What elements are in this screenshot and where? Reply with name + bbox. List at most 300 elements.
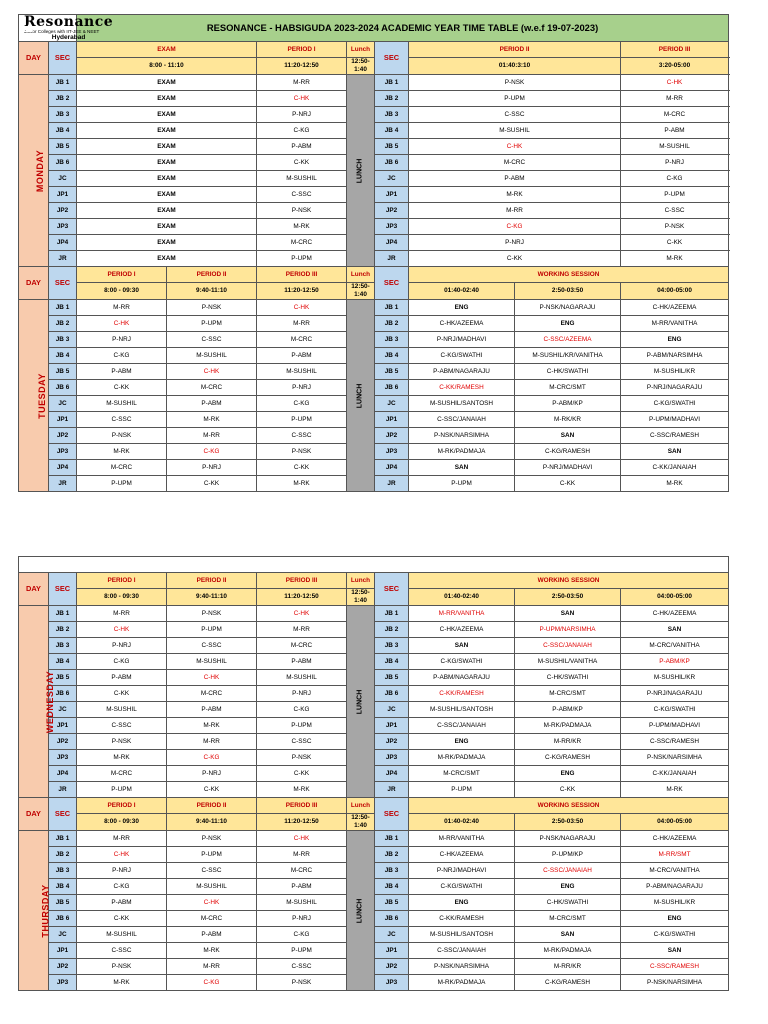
period-cell: C-KG xyxy=(257,396,347,412)
table-row xyxy=(19,476,729,492)
section-label: JB 4 xyxy=(375,654,409,670)
period-label: PERIOD I xyxy=(77,267,167,283)
exam-cell: EXAM xyxy=(77,155,257,171)
period-label: PERIOD II xyxy=(167,267,257,283)
session-cell: P-ABM/KP xyxy=(621,654,729,670)
table-row xyxy=(19,75,729,91)
period-cell: C-SSC xyxy=(257,187,347,203)
time-label: 2:50-03:50 xyxy=(515,283,621,300)
section-label: JB 6 xyxy=(375,155,409,171)
section-label: JR xyxy=(375,251,409,267)
day-header: DAY xyxy=(19,42,49,75)
table-row xyxy=(19,412,729,428)
section-label: JB 5 xyxy=(49,139,77,155)
session-cell: P-UPM/KP xyxy=(515,847,621,863)
session-cell: C-KK xyxy=(515,782,621,798)
session-cell: C-HK/AZEEMA xyxy=(621,606,729,622)
section-label: JB 4 xyxy=(49,654,77,670)
session-cell: C-HK/AZEEMA xyxy=(409,622,515,638)
exam-cell: EXAM xyxy=(77,107,257,123)
day-name-text: TUESDAY xyxy=(36,372,47,419)
working-session-label: WORKING SESSION xyxy=(409,798,729,814)
period-cell: P-NSK xyxy=(167,300,257,316)
period-label: PERIOD II xyxy=(409,42,621,58)
section-label: JB 6 xyxy=(49,686,77,702)
session-cell: ENG xyxy=(621,332,729,348)
period-cell: C-SSC xyxy=(257,428,347,444)
time-label: 04:00-05:00 xyxy=(621,283,729,300)
period-label: PERIOD I xyxy=(77,573,167,589)
period-cell: P-ABM xyxy=(257,348,347,364)
session-cell: C-KK/JANAIAH xyxy=(621,766,729,782)
working-session-label: WORKING SESSION xyxy=(409,573,729,589)
period-label: PERIOD I xyxy=(257,42,347,58)
section-label: JP2 xyxy=(49,959,77,975)
period-cell: C-KK xyxy=(257,460,347,476)
blank-header-row xyxy=(19,557,729,573)
period-cell: C-KK xyxy=(257,766,347,782)
period-cell: C-SSC xyxy=(409,107,621,123)
time-label: 9:40-11:10 xyxy=(167,589,257,606)
period-cell: P-ABM xyxy=(77,364,167,380)
lunch-text: LUNCH xyxy=(356,898,364,923)
period-cell: M-RK xyxy=(167,718,257,734)
lunch-column xyxy=(347,75,375,267)
session-cell: ENG xyxy=(515,316,621,332)
period-cell: M-CRC xyxy=(77,460,167,476)
time-label: 2:50-03:50 xyxy=(515,814,621,831)
period-cell: P-UPM xyxy=(257,412,347,428)
section-label: JC xyxy=(375,396,409,412)
session-cell: M-RR/KR xyxy=(515,734,621,750)
period-cell: M-CRC xyxy=(257,638,347,654)
session-cell: M-SUSHIL/SANTOSH xyxy=(409,927,515,943)
session-cell: C-KK/RAMESH xyxy=(409,686,515,702)
period-cell: M-SUSHIL xyxy=(257,364,347,380)
period-cell: P-NRJ xyxy=(257,911,347,927)
time-label: 8:00 - 09:30 xyxy=(77,283,167,300)
table-row xyxy=(19,959,729,975)
section-label: JP3 xyxy=(49,975,77,991)
session-cell: M-SUSHIL/KR xyxy=(621,670,729,686)
table-row xyxy=(19,718,729,734)
period-cell: M-CRC xyxy=(167,911,257,927)
period-cell: M-RR xyxy=(257,847,347,863)
session-cell: M-RK/PADMAJA xyxy=(409,750,515,766)
section-label: JP3 xyxy=(375,750,409,766)
section-label: JB 3 xyxy=(375,863,409,879)
table-row xyxy=(19,107,729,123)
period-cell: C-SSC xyxy=(167,332,257,348)
table-row xyxy=(19,847,729,863)
period-cell: C-SSC xyxy=(167,638,257,654)
table-row xyxy=(19,235,729,251)
session-cell: C-KG/RAMESH xyxy=(515,975,621,991)
period-label: PERIOD I xyxy=(77,798,167,814)
period-cell: M-RR xyxy=(77,606,167,622)
period-cell: C-HK xyxy=(257,91,347,107)
period-cell: M-RR xyxy=(257,622,347,638)
period-cell: C-KG xyxy=(77,879,167,895)
period-cell: M-SUSHIL xyxy=(77,396,167,412)
lunch-text: LUNCH xyxy=(356,158,364,183)
section-label: JB 1 xyxy=(49,300,77,316)
session-cell: C-HK/AZEEMA xyxy=(621,831,729,847)
section-label: JP2 xyxy=(375,734,409,750)
time-label: 9:40-11:10 xyxy=(167,814,257,831)
session-cell: C-SSC/RAMESH xyxy=(621,959,729,975)
section-label: JP3 xyxy=(49,219,77,235)
logo-group xyxy=(22,14,114,41)
session-cell: M-RK/PADMAJA xyxy=(515,718,621,734)
section-label: JP4 xyxy=(375,460,409,476)
period-cell: M-CRC xyxy=(621,107,729,123)
session-cell: P-ABM/KP xyxy=(515,702,621,718)
period-cell: M-RR xyxy=(167,959,257,975)
section-label: JB 2 xyxy=(375,622,409,638)
session-cell: P-NSK/NARSIMHA xyxy=(621,750,729,766)
section-label: JB 6 xyxy=(375,911,409,927)
lunch-column xyxy=(347,606,375,798)
time-label: 11:20-12:50 xyxy=(257,589,347,606)
period-cell: P-NRJ xyxy=(621,155,729,171)
section-label: JB 1 xyxy=(49,831,77,847)
session-cell: C-KG/RAMESH xyxy=(515,444,621,460)
period-cell: P-UPM xyxy=(77,782,167,798)
table-row xyxy=(19,460,729,476)
section-label: JB 4 xyxy=(375,348,409,364)
period-label: PERIOD III xyxy=(621,42,729,58)
period-cell: M-RR xyxy=(257,75,347,91)
period-cell: P-ABM xyxy=(257,879,347,895)
period-cell: C-HK xyxy=(167,670,257,686)
period-cell: P-NSK xyxy=(257,203,347,219)
period-cell: C-HK xyxy=(257,606,347,622)
period-cell: P-NSK xyxy=(257,750,347,766)
period-cell: M-RR xyxy=(257,316,347,332)
period-cell: P-NSK xyxy=(409,75,621,91)
period-label: PERIOD II xyxy=(167,798,257,814)
time-label: 11:20-12:50 xyxy=(257,814,347,831)
period-cell: P-NSK xyxy=(257,444,347,460)
section-label: JR xyxy=(49,251,77,267)
session-cell: P-ABM/KP xyxy=(515,396,621,412)
section-label: JB 2 xyxy=(375,847,409,863)
exam-cell: EXAM xyxy=(77,75,257,91)
period-cell: M-RK xyxy=(77,975,167,991)
section-label: JP3 xyxy=(49,750,77,766)
period-cell: C-KK xyxy=(409,251,621,267)
period-cell: M-RR xyxy=(409,203,621,219)
session-cell: P-ABM/NAGARAJU xyxy=(409,670,515,686)
section-label: JB 2 xyxy=(49,622,77,638)
period-cell: P-NSK xyxy=(257,975,347,991)
session-cell: ENG xyxy=(409,300,515,316)
table-row xyxy=(19,203,729,219)
period-cell: C-HK xyxy=(167,895,257,911)
section-label: JB 2 xyxy=(49,316,77,332)
timetable-page-2 xyxy=(18,556,729,991)
period-cell: C-KG xyxy=(621,171,729,187)
logo xyxy=(19,14,114,42)
period-cell: C-HK xyxy=(77,316,167,332)
section-label: JP2 xyxy=(375,959,409,975)
period-cell: P-NRJ xyxy=(257,107,347,123)
section-label: JP1 xyxy=(375,187,409,203)
table-row xyxy=(19,622,729,638)
day-name-text: WEDNESDAY xyxy=(45,670,56,733)
session-cell: M-RK/PADMAJA xyxy=(515,943,621,959)
day-name xyxy=(19,831,49,991)
period-cell: P-ABM xyxy=(257,654,347,670)
section-label: JP4 xyxy=(375,766,409,782)
period-cell: C-SSC xyxy=(77,412,167,428)
period-cell: M-CRC xyxy=(409,155,621,171)
session-cell: M-RK/KR xyxy=(515,412,621,428)
session-cell: C-KG/SWATHI xyxy=(409,879,515,895)
session-cell: M-CRC/SMT xyxy=(515,686,621,702)
session-cell: P-UPM xyxy=(409,782,515,798)
session-cell: ENG xyxy=(515,766,621,782)
session-cell: C-HK/SWATHI xyxy=(515,364,621,380)
period-cell: M-SUSHIL xyxy=(167,879,257,895)
section-label: JP2 xyxy=(49,734,77,750)
period-cell: C-SSC xyxy=(621,203,729,219)
period-cell: M-CRC xyxy=(167,380,257,396)
session-cell: M-RR/KR xyxy=(515,959,621,975)
period-cell: M-RK xyxy=(257,219,347,235)
section-label: JP2 xyxy=(49,428,77,444)
table-row xyxy=(19,139,729,155)
table-row xyxy=(19,332,729,348)
session-cell: C-KG/SWATHI xyxy=(409,654,515,670)
session-cell: M-SUSHIL/KR xyxy=(621,895,729,911)
period-cell: M-CRC xyxy=(257,235,347,251)
period-cell: P-UPM xyxy=(167,622,257,638)
time-label: 8:00 - 09:30 xyxy=(77,814,167,831)
period-cell: M-CRC xyxy=(77,766,167,782)
period-cell: C-SSC xyxy=(77,943,167,959)
period-cell: M-RK xyxy=(167,943,257,959)
table-row xyxy=(19,863,729,879)
period-cell: M-SUSHIL xyxy=(409,123,621,139)
period-cell: C-KK xyxy=(77,380,167,396)
period-cell: P-UPM xyxy=(257,718,347,734)
section-label: JP2 xyxy=(375,428,409,444)
section-label: JB 4 xyxy=(375,123,409,139)
lunch-column xyxy=(347,831,375,991)
exam-cell: EXAM xyxy=(77,123,257,139)
section-label: JC xyxy=(375,702,409,718)
period-cell: M-SUSHIL xyxy=(257,895,347,911)
session-cell: P-NSK/NARSIMHA xyxy=(409,959,515,975)
session-cell: P-NSK/NARSIMHA xyxy=(409,428,515,444)
time-label: 8:00 - 09:30 xyxy=(77,589,167,606)
table-row xyxy=(19,348,729,364)
period-cell: C-KG xyxy=(77,654,167,670)
period-cell: P-ABM xyxy=(257,139,347,155)
section-label: JP3 xyxy=(49,444,77,460)
session-cell: P-ABM/NARSIMHA xyxy=(621,348,729,364)
period-cell: P-UPM xyxy=(621,187,729,203)
period-cell: C-SSC xyxy=(257,734,347,750)
table-row xyxy=(19,702,729,718)
section-label: JB 1 xyxy=(375,75,409,91)
session-cell: C-SSC/JANAIAH xyxy=(515,863,621,879)
timetable xyxy=(18,14,729,492)
lunch-text: LUNCH xyxy=(356,383,364,408)
section-label: JB 1 xyxy=(375,831,409,847)
period-cell: P-NSK xyxy=(77,734,167,750)
section-label: JB 5 xyxy=(49,895,77,911)
section-label: JP1 xyxy=(49,718,77,734)
table-row xyxy=(19,766,729,782)
session-cell: SAN xyxy=(515,428,621,444)
session-cell: M-RR/VANITHA xyxy=(409,831,515,847)
section-label: JP4 xyxy=(49,235,77,251)
period-cell: P-NRJ xyxy=(167,766,257,782)
exam-cell: EXAM xyxy=(77,171,257,187)
session-cell: P-NRJ/NAGARAJU xyxy=(621,380,729,396)
session-cell: C-SSC/JANAIAH xyxy=(515,638,621,654)
period-cell: P-NSK xyxy=(167,831,257,847)
session-cell: SAN xyxy=(621,943,729,959)
sec-header: SEC xyxy=(49,42,77,75)
period-cell: C-HK xyxy=(409,139,621,155)
section-label: JR xyxy=(49,782,77,798)
table-row xyxy=(19,300,729,316)
section-label: JP2 xyxy=(375,203,409,219)
session-cell: P-ABM/NAGARAJU xyxy=(409,364,515,380)
day-header: DAY xyxy=(19,573,49,606)
table-row xyxy=(19,750,729,766)
period-cell: P-NSK xyxy=(77,428,167,444)
time-label: 11:20-12:50 xyxy=(257,283,347,300)
period-cell: C-HK xyxy=(257,831,347,847)
time-label: 3:20-05:00 xyxy=(621,58,729,75)
section-label: JP3 xyxy=(375,975,409,991)
period-cell: M-CRC xyxy=(257,863,347,879)
period-cell: C-KG xyxy=(77,348,167,364)
session-cell: M-SUSHIL/VANITHA xyxy=(515,654,621,670)
period-label: PERIOD III xyxy=(257,573,347,589)
section-label: JP1 xyxy=(375,412,409,428)
period-cell: C-KK xyxy=(77,911,167,927)
section-label: JB 1 xyxy=(49,606,77,622)
section-label: JC xyxy=(375,927,409,943)
table-row xyxy=(19,654,729,670)
period-cell: P-ABM xyxy=(167,702,257,718)
period-cell: M-RR xyxy=(167,428,257,444)
session-cell: M-RR/VANITHA xyxy=(409,606,515,622)
session-cell: P-ABM/NAGARAJU xyxy=(621,879,729,895)
session-cell: C-KG/SWATHI xyxy=(409,348,515,364)
session-cell: C-KK/JANAIAH xyxy=(621,460,729,476)
session-cell: ENG xyxy=(409,895,515,911)
table-row xyxy=(19,782,729,798)
session-cell: M-CRC/SMT xyxy=(515,911,621,927)
timetable xyxy=(18,556,729,991)
session-cell: C-KG/SWATHI xyxy=(621,396,729,412)
period-cell: C-SSC xyxy=(77,718,167,734)
table-row xyxy=(19,895,729,911)
period-cell: M-SUSHIL xyxy=(257,171,347,187)
session-cell: M-RR/VANITHA xyxy=(621,316,729,332)
section-label: JB 2 xyxy=(49,91,77,107)
section-label: JB 3 xyxy=(49,107,77,123)
session-cell: SAN xyxy=(621,444,729,460)
session-cell: SAN xyxy=(515,927,621,943)
period-cell: M-RR xyxy=(77,300,167,316)
lunch-time: 12:50-1:40 xyxy=(347,589,375,606)
section-label: JP2 xyxy=(49,203,77,219)
time-label: 01:40-02:40 xyxy=(409,589,515,606)
table-row xyxy=(19,364,729,380)
session-cell: P-UPM/MADHAVI xyxy=(621,412,729,428)
sec-header: SEC xyxy=(49,798,77,831)
period-cell: P-NRJ xyxy=(257,380,347,396)
day-name xyxy=(19,300,49,492)
sec-header: SEC xyxy=(49,573,77,606)
section-label: JB 1 xyxy=(375,300,409,316)
session-cell: SAN xyxy=(621,622,729,638)
period-cell: C-KK xyxy=(257,155,347,171)
time-label: 04:00-05:00 xyxy=(621,814,729,831)
section-label: JC xyxy=(49,702,77,718)
session-cell: SAN xyxy=(409,638,515,654)
period-cell: M-SUSHIL xyxy=(167,348,257,364)
section-label: JB 6 xyxy=(375,380,409,396)
period-cell: C-KG xyxy=(167,750,257,766)
lunch-text: LUNCH xyxy=(356,689,364,714)
section-label: JB 3 xyxy=(375,638,409,654)
table-row xyxy=(19,91,729,107)
table-row xyxy=(19,428,729,444)
session-cell: P-UPM/MADHAVI xyxy=(621,718,729,734)
period-cell: C-HK xyxy=(77,622,167,638)
table-row xyxy=(19,187,729,203)
session-cell: C-HK/SWATHI xyxy=(515,670,621,686)
section-label: JP4 xyxy=(49,460,77,476)
session-cell: M-RR/SMT xyxy=(621,847,729,863)
time-label: 01:40-02:40 xyxy=(409,283,515,300)
period-cell: P-NRJ xyxy=(167,460,257,476)
session-cell: P-UPM/NARSIMHA xyxy=(515,622,621,638)
period-cell: M-CRC xyxy=(167,686,257,702)
session-cell: P-NSK/NAGARAJU xyxy=(515,831,621,847)
session-cell: C-KK/RAMESH xyxy=(409,911,515,927)
session-cell: P-NRJ/MADHAVI xyxy=(409,332,515,348)
period-cell: M-SUSHIL xyxy=(77,702,167,718)
period-cell: P-NSK xyxy=(621,219,729,235)
session-cell: P-UPM xyxy=(409,476,515,492)
table-row xyxy=(19,251,729,267)
period-cell: P-ABM xyxy=(77,670,167,686)
period-cell: M-SUSHIL xyxy=(167,654,257,670)
period-cell: P-UPM xyxy=(77,476,167,492)
table-row xyxy=(19,155,729,171)
time-label: 04:00-05:00 xyxy=(621,589,729,606)
logo-tagline: Junior Colleges with IIT-JEE & NEET xyxy=(24,29,100,34)
section-label: JB 5 xyxy=(49,364,77,380)
session-cell: C-SSC/RAMESH xyxy=(621,428,729,444)
period-label: PERIOD III xyxy=(257,267,347,283)
section-label: JB 2 xyxy=(375,316,409,332)
period-cell: M-RK xyxy=(77,750,167,766)
table-row xyxy=(19,316,729,332)
logo-name: Resonance xyxy=(24,14,114,30)
sec-header: SEC xyxy=(375,573,409,606)
